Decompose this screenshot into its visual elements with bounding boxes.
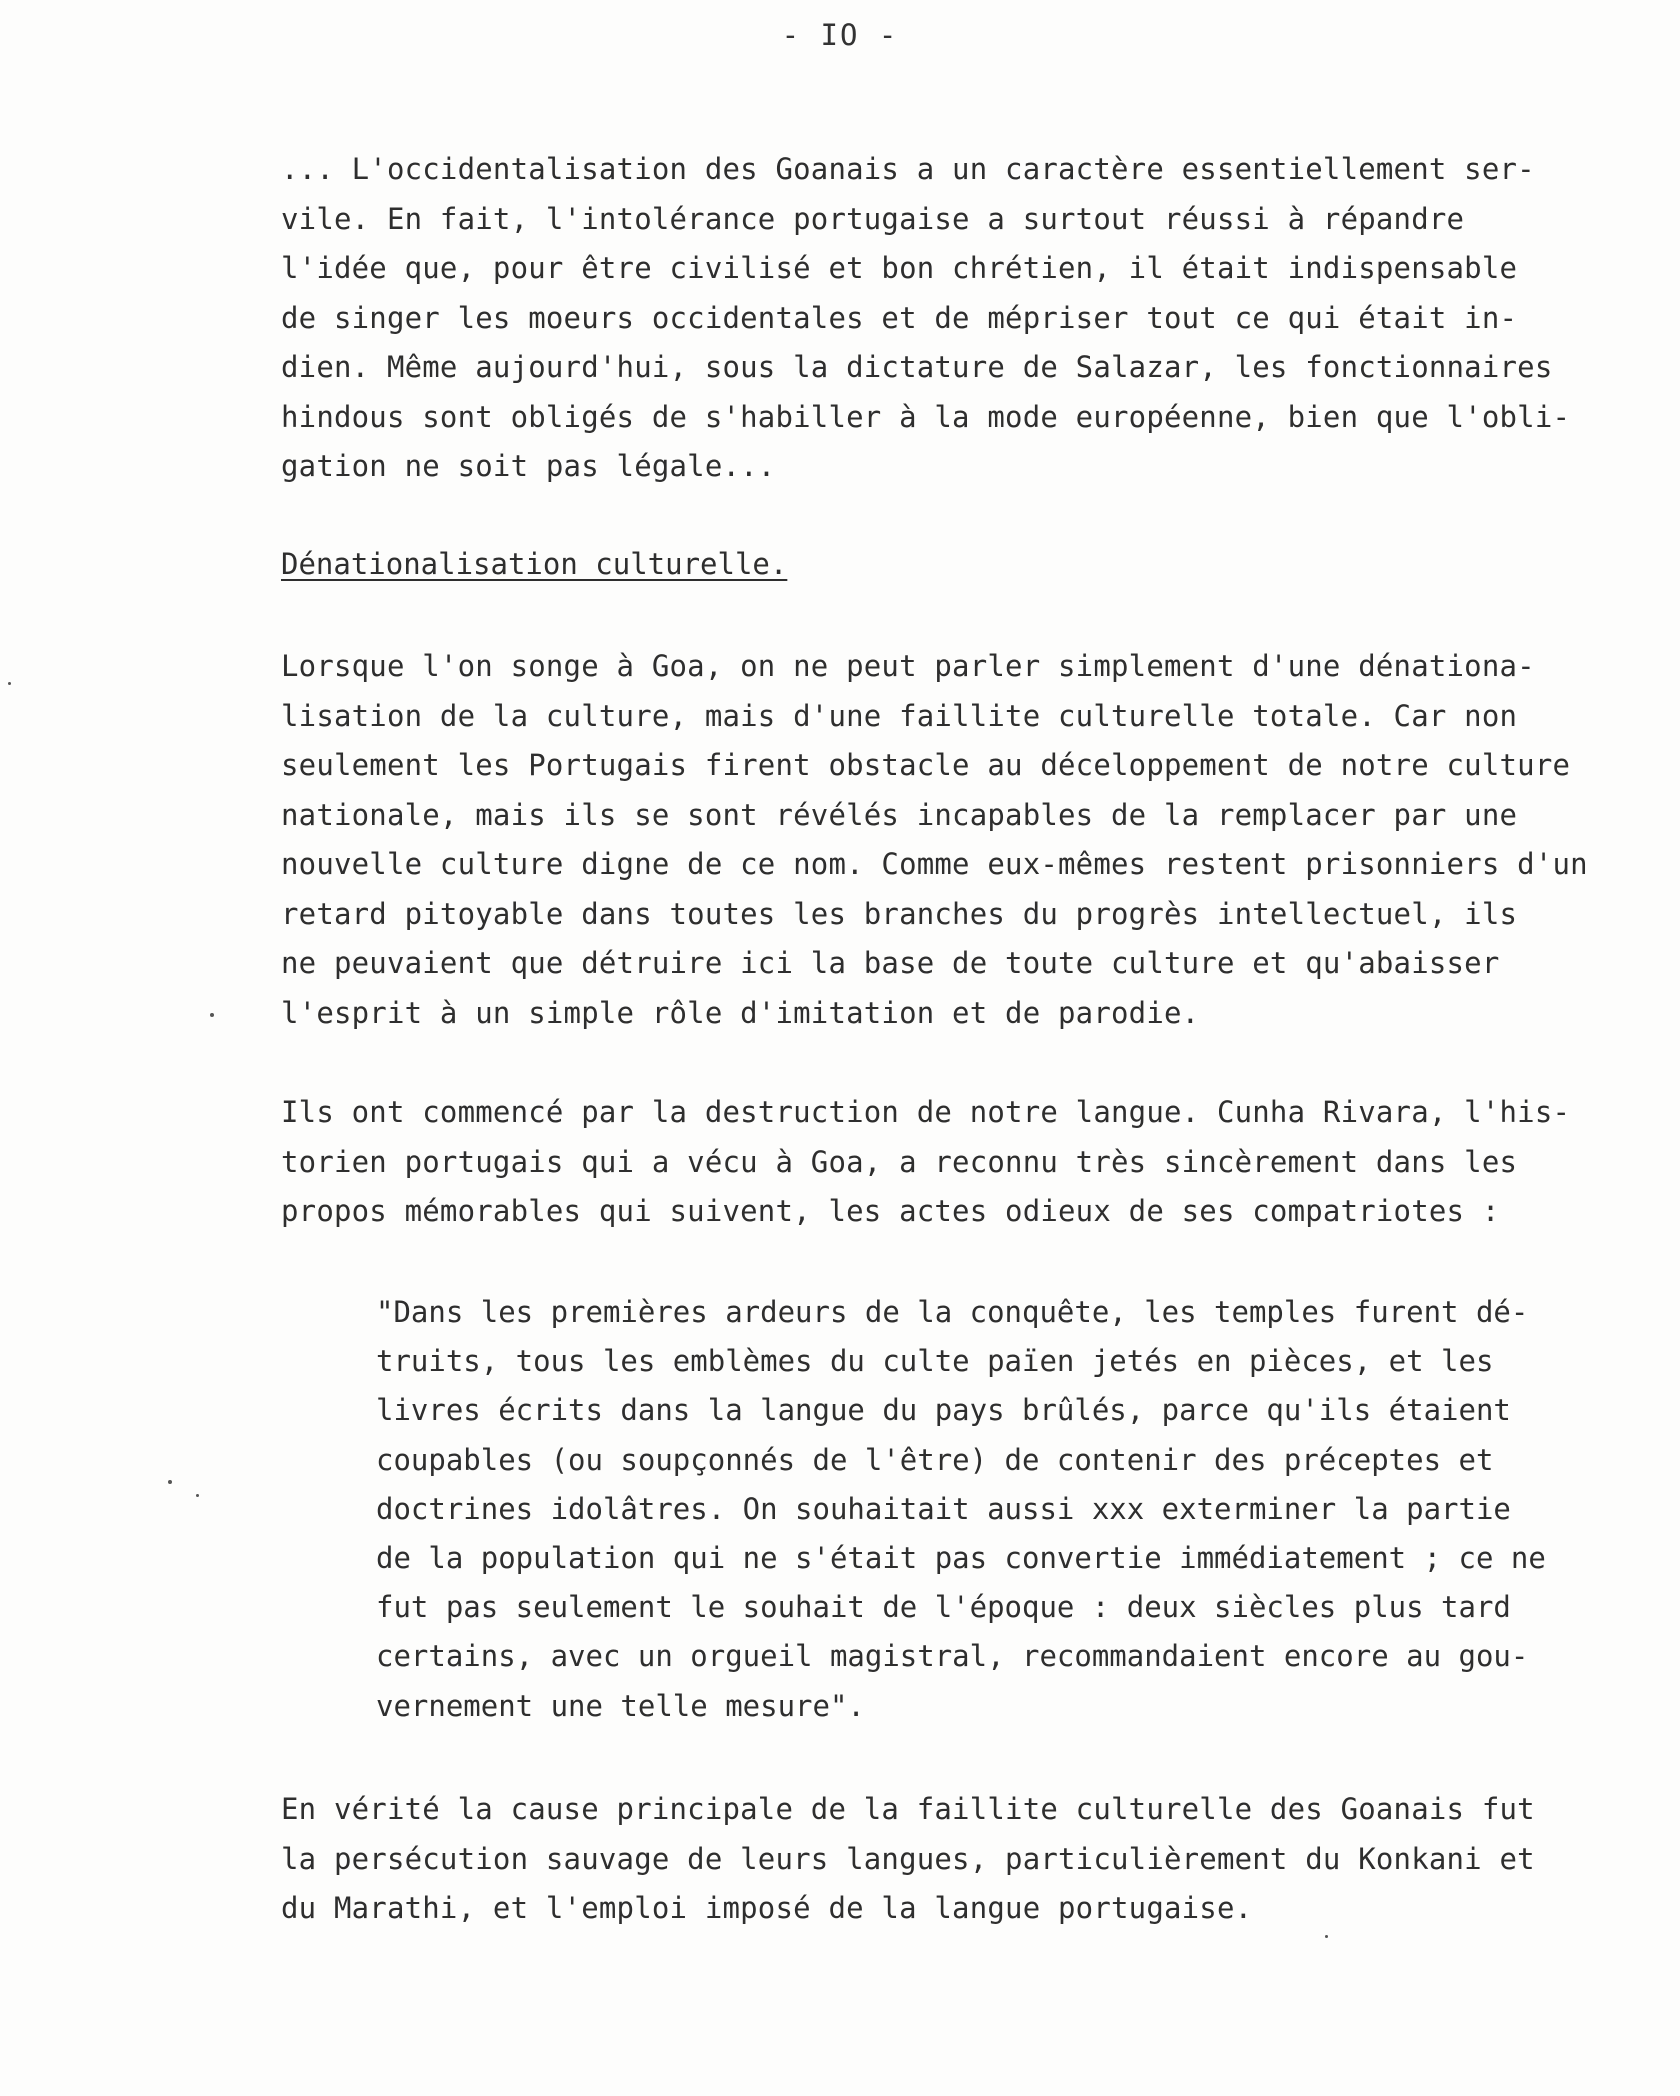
text-line: En vérité la cause principale de la faillite culturelle des Goanais fut bbox=[281, 1792, 1535, 1826]
text-line: Ils ont commencé par la destruction de notre langue. Cunha Rivara, l'his- bbox=[281, 1095, 1571, 1129]
text-line: lisation de la culture, mais d'une faillite culturelle totale. Car non bbox=[281, 698, 1518, 733]
text-line: dien. Même aujourd'hui, sous la dictature de Salazar, les fonctionnaires bbox=[281, 350, 1553, 384]
block-quote bbox=[376, 1288, 1666, 1731]
text-line: l'esprit à un simple rôle d'imitation et de parodie. bbox=[281, 995, 1200, 1030]
scan-speck bbox=[210, 1013, 214, 1017]
text-line: torien portugais qui a vécu à Goa, a reconnu très sincèrement dans les bbox=[281, 1144, 1518, 1179]
text-line: vile. En fait, l'intolérance portugaise a surtout réussi à répandre bbox=[281, 201, 1465, 236]
text-line: la persécution sauvage de leurs langues, particulièrement du Konkani et bbox=[281, 1841, 1535, 1876]
text-line: gation ne soit pas légale... bbox=[281, 449, 776, 483]
quote-line: truits, tous les emblèmes du culte païen jetés en pièces, et les bbox=[376, 1344, 1494, 1379]
text-line: nouvelle culture digne de ce nom. Comme eux-mêmes restent prisonniers d'un bbox=[281, 847, 1588, 881]
text-line: ne peuvaient que détruire ici la base de toute culture et qu'abaisser bbox=[281, 946, 1500, 980]
text-line: ... L'occidentalisation des Goanais a un caractère essentiellement ser- bbox=[281, 152, 1535, 186]
quote-line: fut pas seulement le souhait de l'époque : deux siècles plus tard bbox=[376, 1590, 1511, 1625]
paragraph-faillite-culturelle bbox=[281, 642, 1661, 1038]
text-line: Lorsque l'on songe à Goa, on ne peut parler simplement d'une dénationa- bbox=[281, 649, 1535, 683]
text-line: l'idée que, pour être civilisé et bon chrétien, il était indispensable bbox=[281, 251, 1518, 285]
quote-line: "Dans les premières ardeurs de la conquête, les temples furent dé- bbox=[376, 1295, 1529, 1329]
scan-speck bbox=[8, 682, 11, 685]
text-line: propos mémorables qui suivent, les actes odieux de ses compatriotes : bbox=[281, 1194, 1500, 1228]
quote-line: vernement une telle mesure". bbox=[376, 1688, 865, 1723]
quote-line: de la population qui ne s'était pas convertie immédiatement ; ce ne bbox=[376, 1541, 1546, 1576]
text-line: hindous sont obligés de s'habiller à la mode européenne, bien que l'obli- bbox=[281, 399, 1571, 434]
text-line: de singer les moeurs occidentales et de mépriser tout ce qui était in- bbox=[281, 300, 1518, 335]
text-line: nationale, mais ils se sont révélés incapables de la remplacer par une bbox=[281, 797, 1518, 832]
text-line: retard pitoyable dans toutes les branches du progrès intellectuel, ils bbox=[281, 896, 1518, 931]
paragraph-destruction-langue bbox=[281, 1088, 1661, 1237]
text-line: du Marathi, et l'emploi imposé de la langue portugaise. bbox=[281, 1891, 1253, 1925]
scan-speck bbox=[1325, 1935, 1328, 1938]
page-number: - IO - bbox=[781, 18, 899, 52]
text-line: seulement les Portugais firent obstacle au déceloppement de notre culture bbox=[281, 748, 1571, 782]
quote-line: certains, avec un orgueil magistral, recommandaient encore au gou- bbox=[376, 1639, 1529, 1674]
scan-speck bbox=[196, 1494, 199, 1497]
paragraph-occidentalisation bbox=[281, 145, 1661, 492]
quote-line: coupables (ou soupçonnés de l'être) de contenir des préceptes et bbox=[376, 1442, 1494, 1477]
section-heading: Dénationalisation culturelle. bbox=[281, 547, 788, 581]
paragraph-conclusion bbox=[281, 1785, 1661, 1934]
quote-line: livres écrits dans la langue du pays brûlés, parce qu'ils étaient bbox=[376, 1393, 1511, 1428]
scan-speck bbox=[168, 1480, 172, 1484]
quote-line: doctrines idolâtres. On souhaitait aussi xxx exterminer la partie bbox=[376, 1491, 1511, 1526]
